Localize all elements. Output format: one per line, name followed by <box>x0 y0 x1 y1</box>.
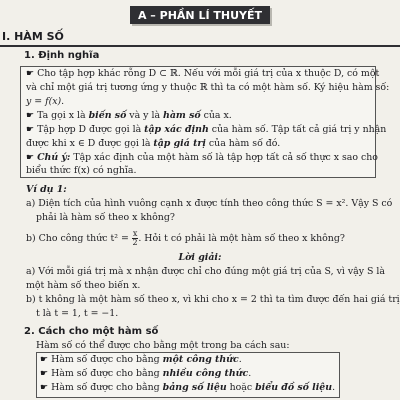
solution-b-line-1: b) t không là một hàm số theo x, vì khi cho x = 2 thì ta tìm được đến hai giá trị <box>26 294 400 305</box>
pointing-hand-icon: ☛ <box>26 111 35 121</box>
definition-line-7: ☛ Chú ý: Tập xác định của một hàm số là tập hợp tất cả số thực x sao cho <box>26 152 378 163</box>
example-a-line-1: a) Diện tích của hình vuông cạnh x được tính theo công thức S = x². Vậy S có <box>26 198 393 209</box>
methods-intro: Hàm số có thể được cho bằng một trong ba cách sau: <box>36 340 290 351</box>
example-label: Ví dụ 1: <box>26 184 67 195</box>
method-item: ☛ Hàm số được cho bằng một công thức. <box>40 354 242 365</box>
pointing-hand-icon: ☛ <box>40 369 49 379</box>
fraction-x-over-2: $\frac{x}{2}$ <box>132 229 138 247</box>
definition-line-4: ☛ Ta gọi x là biến số và y là hàm số của x. <box>26 110 232 121</box>
definition-line-1: ☛ Cho tập hợp khác rỗng D ⊂ ℝ. Nếu với mỗi giá trị của x thuộc D, có một <box>26 68 380 79</box>
definition-line-8: biểu thức f(x) có nghĩa. <box>26 165 137 176</box>
pointing-hand-icon: ☛ <box>40 383 49 393</box>
pointing-hand-icon: ☛ <box>26 69 35 79</box>
section-banner-text: A – PHẦN LÍ THUYẾT <box>137 8 263 22</box>
pointing-hand-icon: ☛ <box>26 153 35 163</box>
solution-a-line-1: a) Với mỗi giá trị mà x nhận được chỉ cho đúng một giá trị của S, vì vậy S là <box>26 266 385 277</box>
method-item: ☛ Hàm số được cho bằng nhiều công thức. <box>40 368 252 379</box>
definition-line-2: và chỉ một giá trị tương ứng y thuộc ℝ thì ta có một hàm số. Ký hiệu hàm số: <box>26 82 390 93</box>
method-item: ☛ Hàm số được cho bằng bảng số liệu hoặc biểu đồ số liệu. <box>40 382 336 393</box>
chapter-divider <box>0 45 400 47</box>
solution-label: Lời giải: <box>178 252 222 263</box>
subsection-definition-heading: 1. Định nghĩa <box>24 50 100 61</box>
section-banner <box>130 6 270 24</box>
chapter-title: I. HÀM SỐ <box>2 30 64 43</box>
pointing-hand-icon: ☛ <box>40 355 49 365</box>
pointing-hand-icon: ☛ <box>26 125 35 135</box>
example-b-line: b) Cho công thức t² = $\frac{x}{2}$ . Hỏi t có phải là một hàm số theo x không? <box>26 229 345 247</box>
definition-line-3: y = f(x). <box>26 96 65 107</box>
solution-a-line-2: một hàm số theo biến x. <box>26 280 141 291</box>
example-a-line-2: phải là hàm số theo x không? <box>36 212 175 223</box>
subsection-methods-heading: 2. Cách cho một hàm số <box>24 326 159 337</box>
definition-line-5: ☛ Tập hợp D được gọi là tập xác định của hàm số. Tập tất cả giá trị y nhận <box>26 124 387 135</box>
solution-b-line-2: t là t = 1, t = −1. <box>36 308 119 319</box>
definition-line-6: được khi x ∈ D được gọi là tập giá trị của hàm số đó. <box>26 138 281 149</box>
